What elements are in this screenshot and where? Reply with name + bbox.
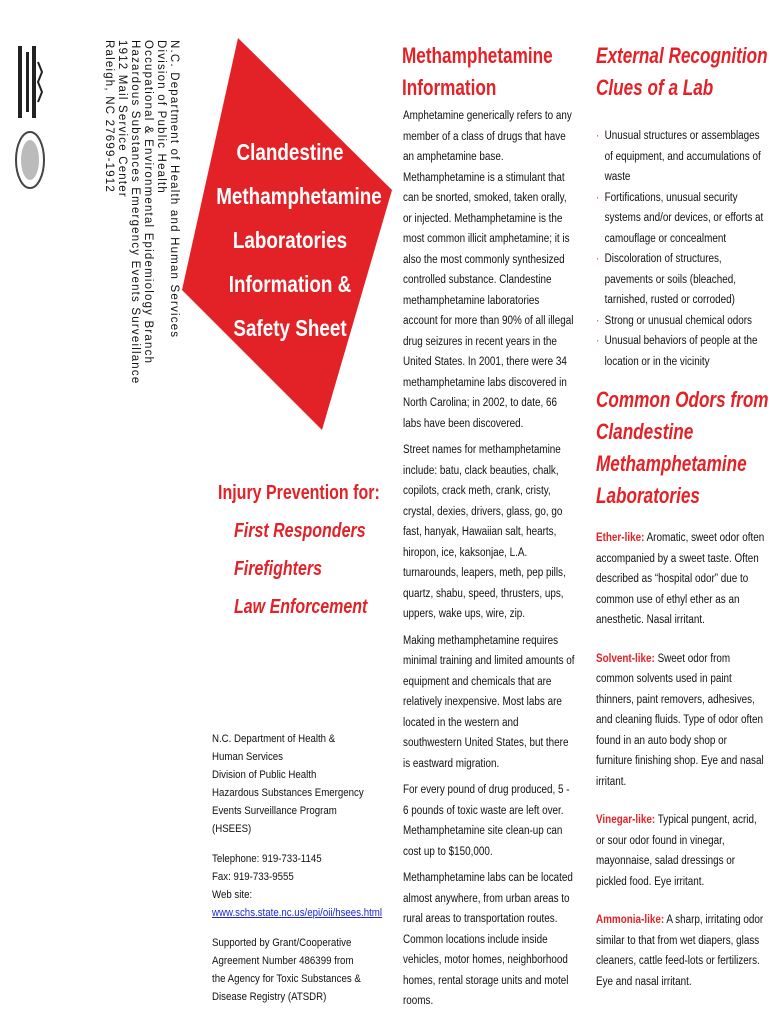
title-line: Clandestine bbox=[236, 139, 344, 165]
heading-line: External Recognition bbox=[596, 43, 768, 68]
address-line: Occupational & Environmental Epidemiology Branch bbox=[142, 40, 154, 365]
bullet-icon: · bbox=[596, 130, 600, 142]
bullet-icon: · bbox=[596, 335, 600, 347]
injury-item: Firefighters bbox=[234, 558, 323, 580]
injury-item: Law Enforcement bbox=[234, 596, 368, 618]
list-item bbox=[596, 331, 765, 372]
title-line: Information & bbox=[228, 271, 352, 297]
bullet-icon: · bbox=[596, 253, 600, 265]
heading-line: Common Odors from bbox=[596, 387, 769, 412]
address-line: 1912 Mail Service Center bbox=[116, 40, 128, 198]
bullet-icon: · bbox=[596, 191, 600, 204]
injury-heading: Injury Prevention for: bbox=[218, 482, 380, 504]
clue-text: Fortifications, unusual security systems and/or devices, or efforts at camouflage or concealment bbox=[604, 191, 764, 245]
odor-text: Typical pungent, acrid, or sour odor found in vinegar, mayonnaise, salad dressings or pickled food. Eye irritant. bbox=[596, 814, 757, 888]
clues-list bbox=[596, 126, 765, 372]
meth-info-body bbox=[403, 106, 575, 1018]
clue-text: Discoloration of structures, pavements or soils (bleached, tarnished, rusted or corroded) bbox=[604, 253, 736, 306]
right-panel bbox=[590, 0, 768, 1024]
meth-info-heading bbox=[402, 40, 602, 104]
web-label: Web site: bbox=[212, 889, 253, 901]
bullet-icon: · bbox=[596, 314, 600, 327]
odors-heading bbox=[596, 384, 770, 512]
title-line: Laboratories bbox=[232, 227, 348, 253]
org-line: Division of Public Health bbox=[212, 769, 317, 781]
phone-block bbox=[212, 850, 383, 922]
heading-line: Laboratories bbox=[596, 483, 700, 508]
injury-item: First Responders bbox=[234, 520, 366, 542]
injury-prevention bbox=[218, 474, 380, 626]
title-line: Methamphetamine bbox=[216, 183, 382, 209]
address-line: Division of Public Health bbox=[155, 40, 167, 195]
middle-panel bbox=[392, 0, 582, 1024]
title-line: Safety Sheet bbox=[233, 315, 347, 341]
paragraph: Methamphetamine labs can be located almost anywhere, from urban areas to rural areas to transportation routes. Common locations include inside vehicles, motor homes, neighborhood homes, rental storage units and motel rooms. bbox=[403, 872, 573, 1007]
clue-text: Strong or unusual chemical odors bbox=[604, 314, 752, 327]
clue-text: Unusual structures or assemblages of equipment, and accumulations of waste bbox=[604, 130, 761, 183]
org-block bbox=[212, 730, 369, 838]
list-item bbox=[596, 311, 765, 332]
org-line: N.C. Department of Health & Human Services bbox=[212, 733, 336, 763]
odor-text: Aromatic, sweet odor often accompanied by a sweet taste. Often described as “hospital odor” due to common use of ethyl ether as an anesthetic. Nasal irritant. bbox=[596, 532, 765, 626]
odor-name: Ammonia-like: bbox=[596, 914, 665, 926]
heading-line: Clandestine bbox=[596, 419, 694, 444]
odor-entry bbox=[596, 528, 765, 631]
clue-text: Unusual behaviors of people at the location or in the vicinity bbox=[604, 335, 758, 368]
heading-line: Information bbox=[402, 75, 497, 100]
heading-line: Clues of a Lab bbox=[596, 75, 714, 100]
odor-text: Sweet odor from common solvents used in paint thinners, paint removers, adhesives, and cleaning fluids. Type of odor often found in an auto body shop or furniture finishing shop. Eye and nasal irritant. bbox=[596, 652, 764, 788]
list-item bbox=[596, 249, 765, 311]
paragraph: For every pound of drug produced, 5 - 6 pounds of toxic waste are left over. Methamphetamine site clean-up can cost up to $150,000. bbox=[403, 784, 570, 858]
heading-line: Methamphetamine bbox=[402, 43, 553, 68]
odor-entry bbox=[596, 649, 765, 793]
odor-name: Vinegar-like: bbox=[596, 814, 656, 826]
telephone: Telephone: 919-733-1145 bbox=[212, 853, 322, 865]
list-item bbox=[596, 188, 765, 250]
odor-entry bbox=[596, 810, 765, 892]
fax: Fax: 919-733-9555 bbox=[212, 871, 294, 883]
contact-info bbox=[212, 730, 383, 1018]
odors-list bbox=[596, 528, 765, 1010]
list-item bbox=[596, 126, 765, 188]
address-line: N.C. Department of Health and Human Services bbox=[168, 40, 180, 339]
odor-text: A sharp, irritating odor similar to that from wet diapers, glass cleaners, cattle feed-lots or fertilizers. Eye and nasal irritant. bbox=[596, 914, 764, 988]
recognition-heading bbox=[596, 40, 770, 104]
paragraph: Street names for methamphetamine include: batu, clack beauties, chalk, copilots, crack meth, crank, cristy, crystal, dexies, drivers, glass, go, go fast, hanyak, Hawaiian salt, hearts, hiropon, ice, kaksonjae, L.A. turnarounds, leapers, meth, pep pills, quartz, shabu, speed, thrusters, ups, uppers, wake ups, wire, zip. bbox=[403, 444, 566, 620]
odor-name: Ether-like: bbox=[596, 532, 645, 544]
address-line: Raleigh, NC 27699-1912 bbox=[103, 40, 115, 193]
org-line: Hazardous Substances Emergency Events Surveillance Program (HSEES) bbox=[212, 787, 364, 835]
address-line: Hazardous Substances Emergency Events Surveillance bbox=[129, 40, 141, 385]
odor-name: Solvent-like: bbox=[596, 652, 655, 665]
website-link[interactable]: www.schs.state.nc.us/epi/oii/hsees.html bbox=[212, 907, 383, 919]
support-note: Supported by Grant/Cooperative Agreement Number 486399 from the Agency for Toxic Substances & Disease Registry (ATSDR) bbox=[212, 937, 361, 1003]
paragraph: Amphetamine generically refers to any member of a class of drugs that have an amphetamine base. Methamphetamine is a stimulant that can be snorted, smoked, taken orally, or injected. Methamphetamine is the most common illicit amphetamine; it is also the most commonly synthesized controlled substance. Clandestine methamphetamine laboratories account for more than 90% of all illegal drug seizures in recent years in the United States. In 2001, there were 34 methamphetamine labs discovered in North Carolina; in 2002, to date, 66 labs have been discovered. bbox=[403, 110, 574, 430]
heading-line: Methamphetamine bbox=[596, 451, 747, 476]
brochure-title bbox=[216, 130, 382, 350]
odor-entry bbox=[596, 910, 765, 992]
paragraph: Making methamphetamine requires minimal training and limited amounts of equipment and chemicals that are relatively inexpensive. Most labs are located in the western and southwestern United States, but there is eastward migration. bbox=[403, 634, 575, 770]
